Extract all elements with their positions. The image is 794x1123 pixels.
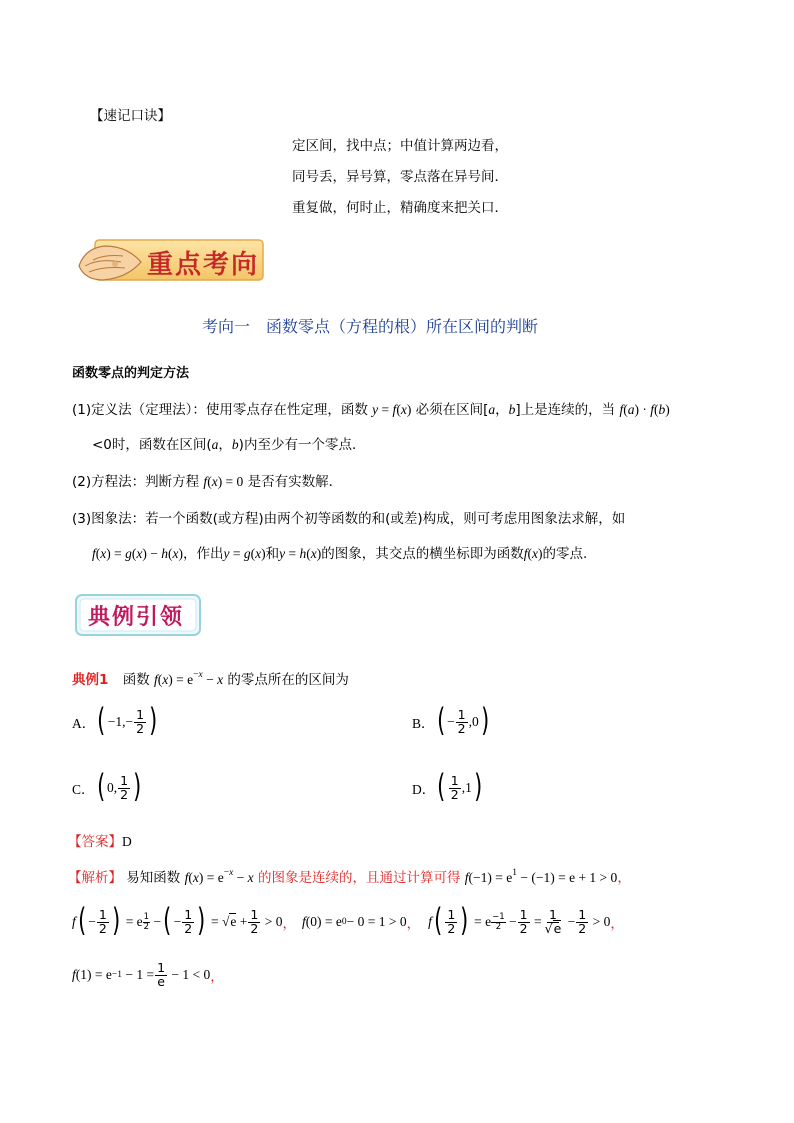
method-3-line-2: f(x) = g(x) − h(x)，作出y = g(x)和y = h(x)的图象，其交点的横坐标即为函数f(x)的零点. [92, 546, 588, 562]
option-a-key: A． [72, 716, 96, 731]
option-a[interactable]: A． ( −1,− $\frac{1}{2}$ ) [72, 701, 158, 739]
method-2-text-a: (2)方程法：判断方程 [72, 474, 200, 490]
option-c[interactable]: C． ( 0, $\frac{1}{2}$ ) [72, 767, 142, 805]
option-c-key: C． [72, 782, 95, 797]
method-2-text-b: 是否有实数解． [247, 474, 343, 490]
key-points-banner [75, 236, 265, 286]
example-tag: 典例1 [72, 672, 109, 688]
method-1-text-c: ]上是连续的，当 [515, 402, 616, 418]
method-1-line-1: (1)定义法（定理法）：使用零点存在性定理，函数 y = f(x) 必须在区间[a，b]上是连续的，当 f(a) · f(b) [72, 402, 670, 418]
answer-tag: 【答案】 [68, 834, 122, 850]
option-d[interactable]: D． ( $\frac{1}{2}$ ,1 ) [412, 767, 483, 805]
mnemonic-line-3: 重复做，何时止，精确度来把关口． [292, 200, 508, 216]
analysis-text-a: 易知函数 [126, 870, 181, 886]
method-3-text-d: 的图象，其交点的横坐标即为函数 [321, 546, 524, 562]
shell-icon [112, 261, 118, 267]
method-1-text-d: <0时，函数在区间( [92, 437, 212, 453]
answer-line [68, 830, 132, 850]
example-banner-label: 典例引领 [88, 604, 185, 630]
method-1-text-a: (1)定义法（定理法）：使用零点存在性定理，函数 [72, 402, 368, 418]
analysis-line-1: 【解析】 易知函数 $f(x) = e^{-x} - x$ 的图象是连续的，且通过计算可得 $f(-1) = e^1 - (-1) = e + 1 > 0$， [68, 868, 631, 886]
mnemonic-line-2: 同号丢，异号算，零点落在异号间． [292, 169, 508, 185]
example-stem: 典例1 函数 $f(x) = e^{-x} - x$ 的零点所在的区间为 [72, 670, 349, 688]
method-3-text-e: 的零点. [542, 546, 588, 562]
method-1-text-b: 必须在区间[ [415, 402, 489, 418]
answer-value: D [122, 834, 132, 849]
analysis-tag: 【解析】 [68, 870, 122, 886]
mnemonic-header: 【速记口诀】 [90, 108, 171, 124]
methods-heading: 函数零点的判定方法 [72, 366, 190, 381]
example-stem-text-b: 的零点所在的区间为 [227, 672, 349, 688]
analysis-text-b: 的图象是连续的，且通过计算可得 [257, 870, 461, 886]
mnemonic-line-1: 定区间，找中点；中值计算两边看， [292, 138, 508, 154]
section-title: 考向一 函数零点（方程的根）所在区间的判断 [202, 317, 539, 336]
method-1-text-e: )内至少有一个零点． [238, 437, 366, 453]
option-d-key: D． [412, 782, 436, 797]
option-b-key: B． [412, 716, 435, 731]
method-2: (2)方程法：判断方程 f(x) = 0 是否有实数解． [72, 474, 343, 490]
method-1-line-2: <0时，函数在区间(a，b)内至少有一个零点． [92, 437, 366, 453]
option-b[interactable]: B． ( − $\frac{1}{2}$ ,0 ) [412, 701, 490, 739]
analysis-line-2: f ( − $\frac{1}{2}$ ) = e 1 2 − ( − $\frac{1}{2}$ ) = √e + $\frac{1}{2}$ > 0 ， f (0) = e 0 − 0 = 1 > 0 ， f ( $\frac{1}{2}$ ) = e −1 2 − $\frac{1}{2}$ = $\frac{1}{√e}$ − $\frac{1}{2}$ > 0 ， [72, 901, 624, 939]
key-points-banner-label: 重点考向 [147, 250, 260, 280]
method-3-text-c: 和 [265, 546, 280, 562]
example-stem-text-a: 函数 [122, 672, 150, 688]
example-banner [74, 593, 202, 637]
method-3-text-b: ，作出 [182, 546, 224, 562]
analysis-line-3: f (1) = e −1 − 1 = $\frac{1}{e}$ − 1 < 0 ， [72, 960, 224, 989]
method-3-line-1: (3)图象法：若一个函数(或方程)由两个初等函数的和(或差)构成，则可考虑用图象法求解，如 [72, 511, 626, 527]
